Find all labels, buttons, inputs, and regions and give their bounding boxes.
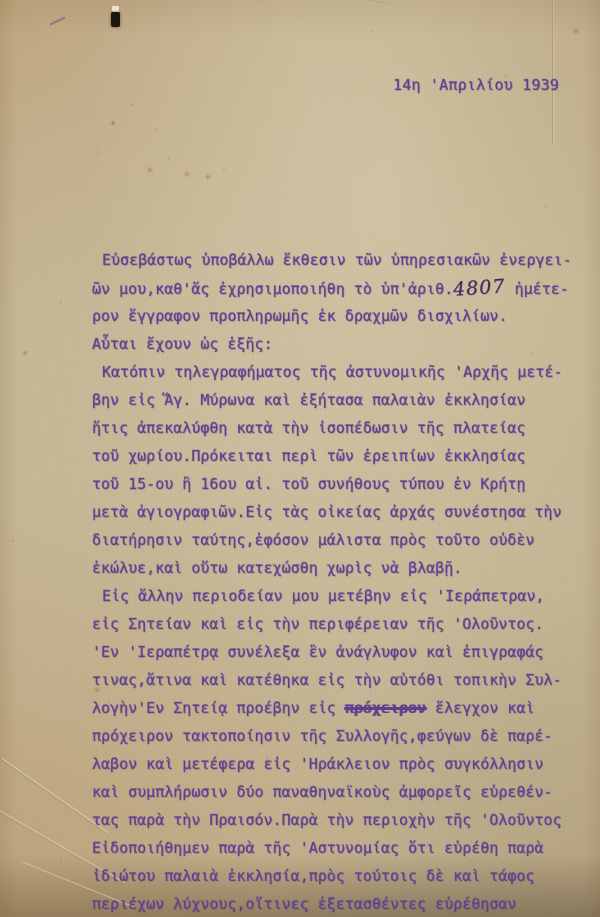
document-line — [92, 638, 562, 666]
punch-hole — [111, 12, 120, 27]
struck-out-word: πρόχειρον — [344, 699, 427, 717]
typed-text: καὶ συμπλήρωσιν δύο παναθηναϊκοὺς ἀμφορεῖς εὑρεθέν- — [92, 783, 553, 801]
pen-mark — [49, 16, 65, 25]
document-line — [92, 722, 562, 750]
document-line — [92, 554, 562, 582]
document-line — [92, 498, 562, 526]
typed-text: 'Εν 'Ιεραπέτρᾳ συνέλεξα ἓν ἀνάγλυφον καὶ ἐπιγραφάς — [92, 643, 544, 661]
typed-text: Εὐσεβάστως ὑποβάλλω ἔκθεσιν τῶν ὑπηρεσιακῶν ἐνεργει- — [102, 251, 572, 269]
document-line — [92, 526, 562, 554]
document-line — [92, 414, 562, 442]
document-line — [92, 806, 562, 834]
typed-text: Εἰδοποιήθημεν παρὰ τῆς 'Αστυνομίας ὅτι εὑρέθη παρὰ — [92, 839, 544, 857]
document-line — [92, 302, 562, 330]
document-line — [92, 330, 562, 358]
document-line — [92, 582, 562, 610]
document-date: 14η 'Απριλίου 1939 — [393, 76, 560, 94]
typed-text: μετὰ ἁγιογραφιῶν.Εἰς τὰς οἰκείας ἀρχάς συνέστησα τὴν — [92, 503, 562, 521]
typed-text: ἔλεγχον καὶ — [426, 699, 535, 717]
paper-crease — [301, 0, 389, 5]
document-line — [92, 246, 572, 274]
document-line — [92, 834, 562, 862]
document-line — [92, 750, 562, 778]
typed-text: Αὗται ἔχουν ὡς ἑξῆς: — [92, 335, 273, 353]
typed-text: Κατόπιν τηλεγραφήματος τῆς ἀστυνομικῆς 'Αρχῆς μετέ- — [102, 363, 563, 381]
document-line — [92, 470, 562, 498]
document-line — [92, 890, 562, 917]
foxing-stains — [0, 0, 2, 2]
typed-text: ἥτις ἀπεκαλύφθη κατὰ τὴν ἰσοπέδωσιν τῆς πλατείας — [92, 419, 526, 437]
document-line — [92, 386, 562, 414]
document-body — [92, 246, 572, 917]
typed-text: εἰς Σητείαν καὶ εἰς τὴν περιφέρειαν τῆς 'Ολοῦντος. — [92, 615, 544, 633]
document-line — [92, 274, 569, 302]
document-line — [92, 694, 562, 722]
typed-text: ῶν μου,καθ'ἅς ἐχρησιμοποιήθη τὸ ὑπ'ἀριθ. — [92, 280, 454, 298]
typed-text: πρόχειρον τακτοποίησιν τῆς Συλλογῆς,φεύγων δὲ παρέ- — [92, 727, 553, 745]
typed-text: περιέχων λύχνους,οἵτινες ἐξετασθέντες εὑρέθησαν — [92, 895, 517, 913]
document-line — [92, 666, 562, 694]
typed-text: τινας,ἅτινα καὶ κατέθηκα εἰς τὴν αὐτόθι τοπικὴν Συλ- — [92, 671, 562, 689]
typed-text: τας παρὰ τὴν Πραισόν.Παρὰ τὴν περιοχὴν τῆς 'Ολοῦντος — [92, 811, 562, 829]
document-line — [92, 358, 562, 386]
typed-text: διατήρησιν ταύτης,ἐφόσον μάλιστα πρὸς τοῦτο οὐδὲν — [92, 531, 535, 549]
handwritten-number: 4807 — [452, 275, 507, 301]
typed-text: τοῦ 15-ου ἢ 16ου αἰ. τοῦ συνήθους τύπου ἐν Κρήτῃ — [92, 475, 526, 493]
typed-text: Εἰς ἄλλην περιοδείαν μου μετέβην εἰς 'Ιεράπετραν, — [102, 587, 545, 605]
document-line — [92, 442, 562, 470]
typed-text: βην εἰς Ἅγ. Μύρωνα καὶ ἐξήτασα παλαιὰν ἐκκλησίαν — [92, 391, 526, 409]
typed-text: λογὴν'Εν Σητείᾳ προέβην εἰς — [92, 699, 345, 717]
typed-text: λαβον καὶ μετέφερα εἰς 'Ηράκλειον πρὸς συγκόλλησιν — [92, 755, 544, 773]
typed-text: ἡμέτε- — [505, 280, 569, 298]
typed-text: τοῦ χωρίου.Πρόκειται περὶ τῶν ἐρειπίων ἐκκλησίας — [92, 447, 526, 465]
typed-text: ρον ἔγγραφον προπληρωμῆς ἐκ δραχμῶν δισχιλίων. — [92, 307, 508, 325]
typed-text: ἰδιώτου παλαιὰ ἐκκλησία,πρὸς τούτοις δὲ καὶ τάφος — [92, 867, 535, 885]
typed-text: ἐκώλυε,καὶ οὕτω κατεχώσθη χωρὶς νὰ βλαβῇ. — [92, 559, 463, 577]
paper-crease — [552, 0, 553, 145]
document-line — [92, 610, 562, 638]
document-line — [92, 862, 562, 890]
document-line — [92, 778, 562, 806]
